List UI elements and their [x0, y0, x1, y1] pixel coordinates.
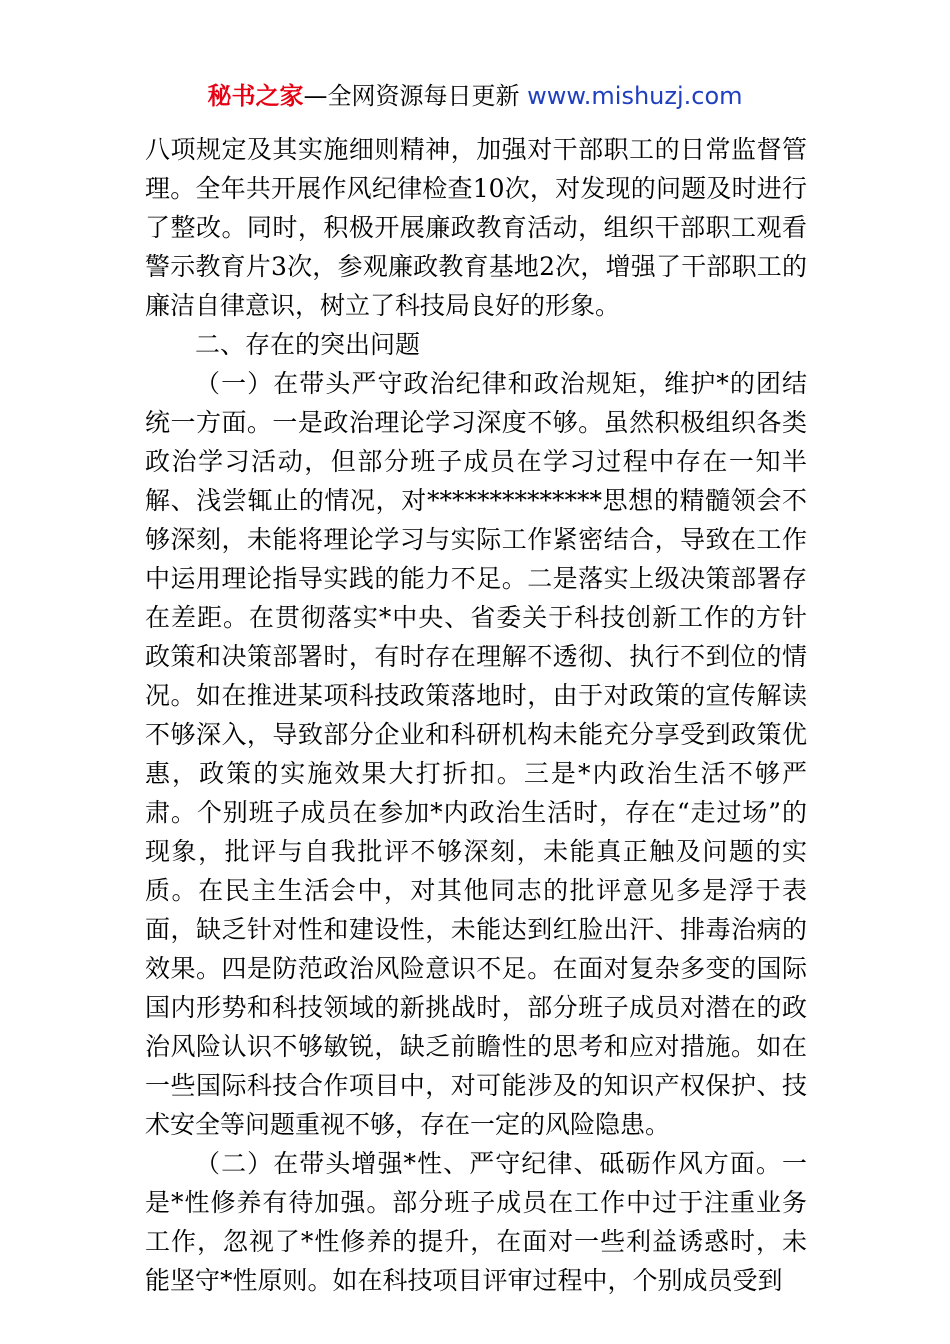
- header-tagline: —全网资源每日更新: [303, 82, 520, 110]
- paragraph-section-1: （一）在带头严守政治纪律和政治规矩，维护*的团结统一方面。一是政治理论学习深度不够。虽然积极组织各类政治学习活动，但部分班子成员在学习过程中存在一知半解、浅尝辄止的情况，对**************思想的精髓领会不够深刻，未能将理论学习与实际工作紧密结合，导致在工作中运用理论指导实践的能力不足。二是落实上级决策部署存在差距。在贯彻落实*中央、省委关于科技创新工作的方针政策和决策部署时，有时存在理解不透彻、执行不到位的情况。如在推进某项科技政策落地时，由于对政策的宣传解读不够深入，导致部分企业和科研机构未能充分享受到政策优惠，政策的实施效果大打折扣。三是*内政治生活不够严肃。个别班子成员在参加*内政治生活时，存在“走过场”的现象，批评与自我批评不够深刻，未能真正触及问题的实质。在民主生活会中，对其他同志的批评意见多是浮于表面，缺乏针对性和建设性，未能达到红脸出汗、排毒治病的效果。四是防范政治风险意识不足。在面对复杂多变的国际国内形势和科技领域的新挑战时，部分班子成员对潜在的政治风险认识不够敏锐，缺乏前瞻性的思考和应对措施。如在一些国际科技合作项目中，对可能涉及的知识产权保护、技术安全等问题重视不够，存在一定的风险隐患。: [145, 369, 807, 1139]
- document-body: [145, 130, 807, 1300]
- paragraph-section-2: （二）在带头增强*性、严守纪律、砥砺作风方面。一是*性修养有待加强。部分班子成员在工作中过于注重业务工作，忽视了*性修养的提升，在面对一些利益诱惑时，未能坚守*性原则。如在科技项目评审过程中，个别成员受到: [145, 1149, 807, 1295]
- page-header: [0, 80, 950, 112]
- paragraph-continued: 八项规定及其实施细则精神，加强对干部职工的日常监督管理。全年共开展作风纪律检查10次，对发现的问题及时进行了整改。同时，积极开展廉政教育活动，组织干部职工观看警示教育片3次，参观廉政教育基地2次，增强了干部职工的廉洁自律意识，树立了科技局良好的形象。: [145, 135, 807, 320]
- brand-name: 秘书之家: [207, 82, 304, 110]
- site-url[interactable]: www.mishuzj.com: [519, 82, 743, 110]
- section-heading: 二、存在的突出问题: [195, 330, 421, 359]
